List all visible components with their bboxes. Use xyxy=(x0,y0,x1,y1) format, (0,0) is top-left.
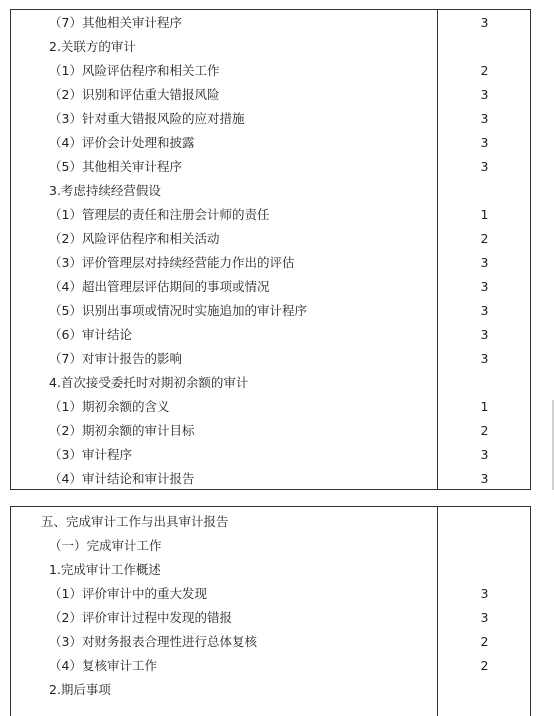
level-score: 3 xyxy=(480,471,489,486)
item-label: （7）其他相关审计程序 xyxy=(49,15,182,30)
table-row xyxy=(11,179,530,203)
table-row xyxy=(11,35,530,59)
item-label: （4）审计结论和审计报告 xyxy=(49,471,195,486)
item-label: （1）评价审计中的重大发现 xyxy=(49,586,207,601)
level-score: 1 xyxy=(480,207,489,222)
table-row xyxy=(11,83,530,107)
item-label: （3）审计程序 xyxy=(49,447,132,462)
item-label: （1）管理层的责任和注册会计师的责任 xyxy=(49,207,270,222)
item-label: （2）评价审计过程中发现的错报 xyxy=(49,610,232,625)
table-row xyxy=(11,654,530,678)
table-row xyxy=(11,558,530,582)
level-score: 3 xyxy=(480,327,489,342)
table-row xyxy=(11,299,530,323)
table-row xyxy=(11,107,530,131)
table-row xyxy=(11,203,530,227)
section-heading: 3.考虑持续经营假设 xyxy=(49,183,161,198)
item-label: （7）对审计报告的影响 xyxy=(49,351,182,366)
level-score: 2 xyxy=(480,231,489,246)
level-score: 2 xyxy=(480,634,489,649)
table-row xyxy=(11,630,530,654)
item-label: （4）超出管理层评估期间的事项或情况 xyxy=(49,279,270,294)
table-row xyxy=(11,678,530,702)
table-row xyxy=(11,227,530,251)
level-score: 2 xyxy=(480,63,489,78)
section-heading: 2.关联方的审计 xyxy=(49,39,136,54)
item-label: （5）识别出事项或情况时实施追加的审计程序 xyxy=(49,303,307,318)
table-row xyxy=(11,275,530,299)
level-score: 3 xyxy=(480,111,489,126)
table-row xyxy=(11,59,530,83)
table-row xyxy=(11,443,530,467)
table-row xyxy=(11,510,530,534)
level-score xyxy=(437,558,532,582)
level-score xyxy=(437,371,532,395)
table-row xyxy=(11,582,530,606)
item-label: （5）其他相关审计程序 xyxy=(49,159,182,174)
level-score: 3 xyxy=(480,159,489,174)
table-row xyxy=(11,323,530,347)
chapter-heading: 五、完成审计工作与出具审计报告 xyxy=(41,514,229,529)
table-row xyxy=(11,371,530,395)
level-score xyxy=(437,534,532,558)
table-row xyxy=(11,419,530,443)
section-heading: 2.期后事项 xyxy=(49,682,111,697)
section-heading: 1.完成审计工作概述 xyxy=(49,562,161,577)
table-row xyxy=(11,534,530,558)
level-score: 3 xyxy=(480,303,489,318)
level-score: 3 xyxy=(480,15,489,30)
level-score xyxy=(437,35,532,59)
level-score: 3 xyxy=(480,279,489,294)
item-label: （1）期初余额的含义 xyxy=(49,399,170,414)
table-row xyxy=(11,467,530,491)
syllabus-table-top xyxy=(10,9,531,490)
item-label: （4）评价会计处理和披露 xyxy=(49,135,195,150)
level-score: 3 xyxy=(480,586,489,601)
section-heading: 4.首次接受委托时对期初余额的审计 xyxy=(49,375,249,390)
item-label: （2）期初余额的审计目标 xyxy=(49,423,195,438)
item-label: （3）评价管理层对持续经营能力作出的评估 xyxy=(49,255,295,270)
item-label: （6）审计结论 xyxy=(49,327,132,342)
table-row xyxy=(11,155,530,179)
level-score: 3 xyxy=(480,447,489,462)
table-row xyxy=(11,606,530,630)
subchapter-heading: （一）完成审计工作 xyxy=(49,538,162,553)
table-row xyxy=(11,347,530,371)
item-label: （1）风险评估程序和相关工作 xyxy=(49,63,220,78)
level-score xyxy=(437,510,532,534)
level-score: 3 xyxy=(480,255,489,270)
table-row xyxy=(11,395,530,419)
item-label: （3）针对重大错报风险的应对措施 xyxy=(49,111,245,126)
item-label: （3）对财务报表合理性进行总体复核 xyxy=(49,634,257,649)
item-label: （4）复核审计工作 xyxy=(49,658,157,673)
item-label: （2）识别和评估重大错报风险 xyxy=(49,87,220,102)
level-score xyxy=(437,678,532,702)
level-score: 3 xyxy=(480,87,489,102)
level-score: 2 xyxy=(480,423,489,438)
level-score: 1 xyxy=(480,399,489,414)
level-score: 2 xyxy=(480,658,489,673)
level-score xyxy=(437,179,532,203)
item-label: （2）风险评估程序和相关活动 xyxy=(49,231,220,246)
table-row xyxy=(11,11,530,35)
table-row xyxy=(11,131,530,155)
level-score: 3 xyxy=(480,610,489,625)
table-row xyxy=(11,251,530,275)
syllabus-table-bottom xyxy=(10,506,531,716)
level-score: 3 xyxy=(480,135,489,150)
level-score: 3 xyxy=(480,351,489,366)
